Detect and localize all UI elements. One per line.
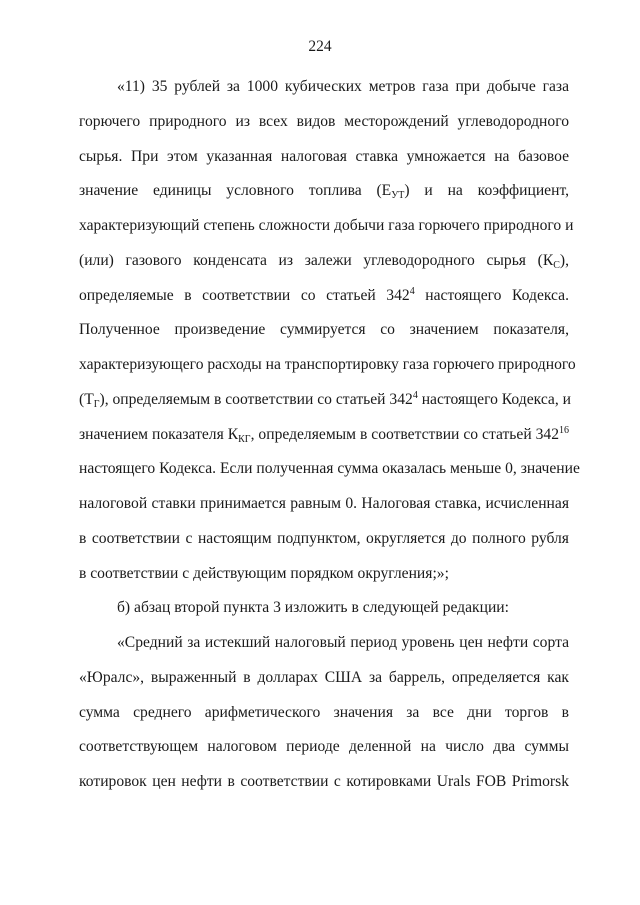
text-segment: ), определяемым в соответствии со статьей 342 <box>99 391 413 408</box>
subscript: С <box>553 260 560 271</box>
text-segment: (Т <box>79 391 94 408</box>
paragraph-1-line-6 <box>79 252 569 270</box>
subscript: Г <box>93 399 100 410</box>
subscript: КГ <box>238 434 251 445</box>
text-segment: (или) газового конденсата из залежи углеводородного сырья (К <box>79 252 554 269</box>
paragraph-1-line-1: «11) 35 рублей за 1000 кубических метров газа при добыче газа <box>117 78 569 95</box>
paragraph-1-line-9: характеризующего расходы на транспортировку газа горючего природного <box>79 356 576 373</box>
superscript: 4 <box>412 390 418 401</box>
superscript: 4 <box>409 286 415 297</box>
paragraph-1-line-11 <box>79 426 569 444</box>
text-segment: ), <box>559 252 569 269</box>
paragraph-1-line-5: характеризующий степень сложности добычи газа горючего природного и <box>79 217 574 234</box>
paragraph-3-line-1: «Средний за истекший налоговый период уровень цен нефти сорта <box>117 634 569 651</box>
paragraph-1-line-10 <box>79 390 572 410</box>
paragraph-3-line-2: «Юралс», выраженный в долларах США за баррель, определяется как <box>79 669 569 686</box>
superscript: 16 <box>559 425 570 436</box>
paragraph-1-line-2: горючего природного из всех видов месторождений углеводородного <box>79 113 569 130</box>
subscript: УТ <box>391 190 405 201</box>
paragraph-2-line-1: б) абзац второй пункта 3 изложить в следующей редакции: <box>117 599 509 616</box>
text-segment: значением показателя К <box>79 426 239 443</box>
text-segment: ) и на коэффициент, <box>404 182 569 199</box>
paragraph-1-line-13: налоговой ставки принимается равным 0. Налоговая ставка, исчисленная <box>79 495 569 512</box>
paragraph-1-line-3: сырья. При этом указанная налоговая ставка умножается на базовое <box>79 148 569 165</box>
text-segment: , определяемым в соответствии со статьей 342 <box>250 426 560 443</box>
paragraph-3-line-5: котировок цен нефти в соответствии с котировками Urals FOB Primorsk <box>79 773 569 790</box>
text-segment: значение единицы условного топлива (Е <box>79 182 392 199</box>
text-segment: настоящего Кодекса. <box>414 287 569 304</box>
page-number: 224 <box>308 38 332 55</box>
paragraph-1-line-7 <box>79 287 569 305</box>
paragraph-3-line-3: сумма среднего арифметического значения за все дни торгов в <box>79 704 569 721</box>
paragraph-1-line-15: в соответствии с действующим порядком округления;»; <box>79 565 449 582</box>
paragraph-1-line-14: в соответствии с настоящим подпунктом, округляется до полного рубля <box>79 530 569 547</box>
text-segment: определяемые в соответствии со статьей 342 <box>79 287 410 304</box>
paragraph-1-line-4 <box>79 182 569 200</box>
paragraph-3-line-4: соответствующем налоговом периоде деленной на число два суммы <box>79 738 569 755</box>
paragraph-1-line-12: настоящего Кодекса. Если полученная сумма оказалась меньше 0, значение <box>79 460 580 477</box>
paragraph-1-line-8: Полученное произведение суммируется со значением показателя, <box>79 321 569 338</box>
text-segment: настоящего Кодекса, и <box>417 391 572 408</box>
